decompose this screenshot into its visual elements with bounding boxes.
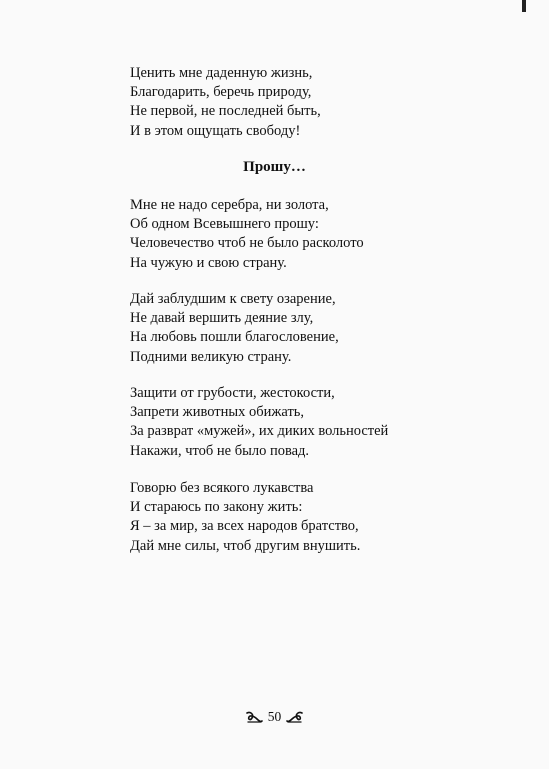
poem-line: Об одном Всевышнего прошу:: [130, 216, 319, 233]
poem-title: [0, 158, 549, 177]
poem-line: Дай заблудшим к свету озарение,: [130, 291, 336, 307]
poem-line: Ценить мне даденную жизнь,: [130, 65, 313, 81]
poem-line: Не давай вершить деяние злу,: [130, 310, 314, 327]
poem-stanza-3: [130, 384, 388, 461]
poem-line: Человечество чтоб не было расколото: [130, 235, 364, 252]
poem-line: На любовь пошли благословение,: [130, 329, 339, 346]
poem-line: Подними великую страну.: [130, 348, 292, 365]
poem-stanza-1: [130, 196, 364, 273]
poem-line: За разврат «мужей», их диких вольностей: [130, 423, 389, 440]
poem-stanza-2: [130, 290, 339, 367]
poem-line: Мне не надо серебра, ни золота,: [130, 197, 329, 213]
page-footer: [0, 708, 549, 729]
poem-line: Накажи, чтоб не было повад.: [130, 442, 310, 459]
poem-line: На чужую и свою страну.: [130, 254, 287, 271]
poem-line: Дай мне силы, чтоб другим внушить.: [130, 537, 361, 554]
poem-line: Благодарить, беречь природу,: [130, 84, 312, 101]
poem-stanza-4: [130, 479, 360, 556]
swirl-ornament-icon: [245, 710, 263, 724]
poem-line: И в этом ощущать свободу!: [130, 122, 301, 139]
poem-line: И стараюсь по закону жить:: [130, 499, 303, 516]
poem-line: Запрети животных обижать,: [130, 404, 305, 421]
intro-stanza: [130, 64, 321, 141]
swirl-ornament-icon: [286, 710, 304, 724]
poem-line: Говорю без всякого лукавства: [130, 480, 314, 496]
poem-line: Не первой, не последней быть,: [130, 103, 321, 120]
page-number: 50: [267, 709, 282, 724]
poem-line: Я – за мир, за всех народов братство,: [130, 518, 359, 535]
poem-title-text: Прошу…: [243, 159, 306, 175]
poem-line: Защити от грубости, жестокости,: [130, 385, 335, 401]
scan-edge-mark: [522, 0, 526, 12]
